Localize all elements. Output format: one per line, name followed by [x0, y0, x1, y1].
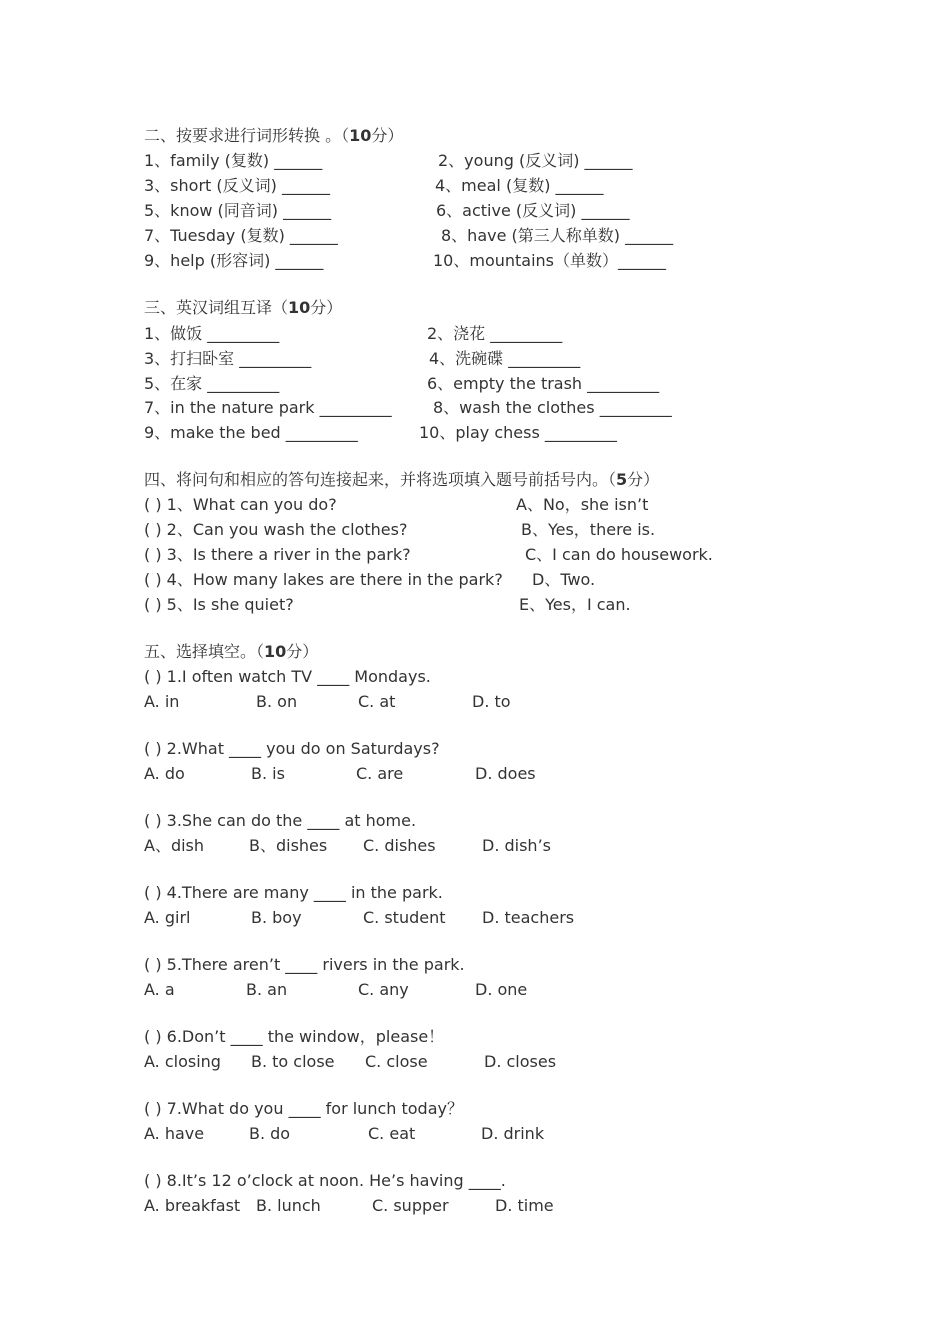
s4-question-1: ( ) 1、What can you do? — [144, 495, 337, 514]
s2-item-2: 2、young (反义词) ______ — [438, 151, 633, 170]
option-c: C. are — [356, 764, 404, 783]
s4-answer-d: D、Two. — [532, 570, 596, 589]
section-2-title: 二、按要求进行词形转换 。（10分） — [144, 126, 404, 145]
s3-item-2: 2、浇花 _________ — [427, 324, 563, 343]
option-c: C. eat — [368, 1124, 416, 1143]
option-a: A. closing — [144, 1052, 221, 1071]
s2-item-3: 3、short (反义词) ______ — [144, 176, 330, 195]
s2-item-7: 7、Tuesday (复数) ______ — [144, 226, 338, 245]
s2-item-4: 4、meal (复数) ______ — [435, 176, 604, 195]
s3-item-6: 6、empty the trash _________ — [427, 374, 660, 393]
option-b: B. lunch — [256, 1196, 321, 1215]
option-b: B. boy — [251, 908, 302, 927]
s5-question-2: ( ) 2.What ____ you do on Saturdays? — [144, 739, 440, 758]
s3-item-1: 1、做饭 _________ — [144, 324, 280, 343]
option-d: D. to — [472, 692, 511, 711]
option-a: A. have — [144, 1124, 205, 1143]
s4-question-2: ( ) 2、Can you wash the clothes? — [144, 520, 408, 539]
s4-question-5: ( ) 5、Is she quiet? — [144, 595, 294, 614]
option-c: C. dishes — [363, 836, 436, 855]
s2-item-5: 5、know (同音词) ______ — [144, 201, 332, 220]
option-c: C. close — [365, 1052, 428, 1071]
s2-item-10: 10、mountains（单数）______ — [433, 251, 667, 270]
option-a: A. do — [144, 764, 185, 783]
option-b: B、dishes — [249, 836, 328, 855]
option-d: D. does — [475, 764, 536, 783]
s3-item-7: 7、in the nature park _________ — [144, 398, 392, 417]
option-d: D. time — [495, 1196, 554, 1215]
option-d: D. one — [475, 980, 528, 999]
s5-question-3: ( ) 3.She can do the ____ at home. — [144, 811, 417, 830]
s5-question-1: ( ) 1.I often watch TV ____ Mondays. — [144, 667, 431, 686]
s3-item-5: 5、在家 _________ — [144, 374, 280, 393]
option-b: B. on — [256, 692, 298, 711]
section-5-title: 五、选择填空。（10分） — [144, 642, 319, 661]
option-d: D. drink — [481, 1124, 545, 1143]
s4-answer-c: C、I can do housework. — [525, 545, 713, 564]
s2-item-9: 9、help (形容词) ______ — [144, 251, 324, 270]
s2-item-8: 8、have (第三人称单数) ______ — [441, 226, 674, 245]
option-a: A. a — [144, 980, 175, 999]
s2-item-1: 1、family (复数) ______ — [144, 151, 323, 170]
s4-answer-a: A、No，she isn’t — [516, 495, 649, 514]
s4-question-3: ( ) 3、Is there a river in the park? — [144, 545, 411, 564]
option-c: C. at — [358, 692, 396, 711]
s4-answer-b: B、Yes，there is. — [521, 520, 656, 539]
s4-answer-e: E、Yes，I can. — [519, 595, 631, 614]
section-4-title: 四、将问句和相应的答句连接起来，并将选项填入题号前括号内。（5分） — [144, 470, 660, 489]
option-a: A. breakfast — [144, 1196, 241, 1215]
s2-item-6: 6、active (反义词) ______ — [436, 201, 630, 220]
option-a: A. in — [144, 692, 180, 711]
s5-question-7: ( ) 7.What do you ____ for lunch today？ — [144, 1099, 463, 1118]
option-d: D. teachers — [482, 908, 575, 927]
option-c: C. student — [363, 908, 446, 927]
option-c: C. any — [358, 980, 409, 999]
s3-item-9: 9、make the bed _________ — [144, 423, 358, 442]
s4-question-4: ( ) 4、How many lakes are there in the park? — [144, 570, 503, 589]
option-b: B. do — [249, 1124, 291, 1143]
s5-question-4: ( ) 4.There are many ____ in the park. — [144, 883, 443, 902]
s5-question-8: ( ) 8.It’s 12 o’clock at noon. He’s having ____. — [144, 1171, 506, 1190]
s3-item-3: 3、打扫卧室 _________ — [144, 349, 312, 368]
option-b: B. is — [251, 764, 285, 783]
option-c: C. supper — [372, 1196, 449, 1215]
option-d: D. dish’s — [482, 836, 551, 855]
option-b: B. to close — [251, 1052, 335, 1071]
s5-question-5: ( ) 5.There aren’t ____ rivers in the park. — [144, 955, 465, 974]
s3-item-4: 4、洗碗碟 _________ — [429, 349, 581, 368]
s3-item-8: 8、wash the clothes _________ — [433, 398, 672, 417]
s3-item-10: 10、play chess _________ — [419, 423, 617, 442]
option-a: A. girl — [144, 908, 191, 927]
option-b: B. an — [246, 980, 288, 999]
section-3-title: 三、英汉词组互译（10分） — [144, 298, 343, 317]
s5-question-6: ( ) 6.Don’t ____ the window，please！ — [144, 1027, 445, 1046]
option-d: D. closes — [484, 1052, 557, 1071]
option-a: A、dish — [144, 836, 205, 855]
